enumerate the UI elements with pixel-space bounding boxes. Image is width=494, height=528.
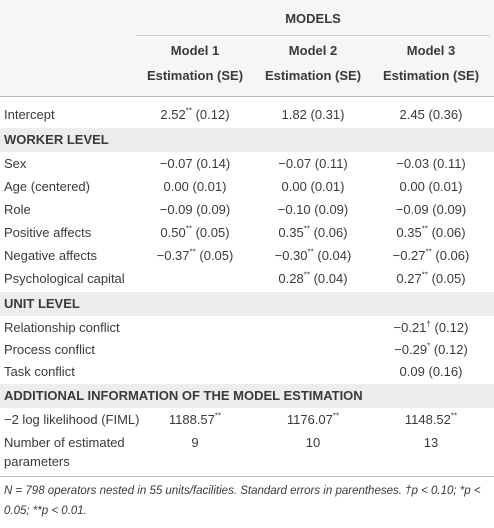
footnote-significance: †p < 0.10; *p < 0.05; **p < 0.01. [4, 485, 481, 517]
row-label: Positive affects [4, 225, 92, 240]
model-2-value: −0.10 (0.09) [277, 202, 349, 217]
row-label: Negative affects [4, 248, 97, 263]
row-label: Relationship conflict [4, 320, 120, 335]
model-3-value: 13 [423, 435, 439, 450]
model-2-value: −0.07 (0.11) [278, 156, 348, 171]
model-1-subheading: Estimation (SE) [146, 68, 244, 83]
model-2-value: 0.28** (0.04) [278, 270, 348, 286]
model-3-value: 0.09 (0.16) [399, 364, 463, 379]
section-unit-level [0, 292, 494, 316]
model-3-subheading: Estimation (SE) [382, 68, 480, 83]
row-label: Number of estimated [4, 435, 125, 450]
model-2-value: −0.30** (0.04) [274, 247, 352, 263]
models-header-row [0, 8, 494, 30]
table-row-params-cont [0, 451, 494, 473]
section-additional-info [0, 384, 494, 408]
model-2-heading: Model 2 [288, 43, 338, 58]
table-row [0, 361, 494, 383]
model-3-value: −0.09 (0.09) [395, 202, 467, 217]
table-row [0, 199, 494, 221]
model-3-value: −0.21† (0.12) [393, 319, 469, 335]
model-1-heading: Model 1 [170, 43, 220, 58]
row-label: Age (centered) [4, 179, 90, 194]
models-label: MODELS [285, 11, 341, 26]
model-3-value: −0.29* (0.12) [394, 341, 468, 357]
model-3-value: 0.00 (0.01) [399, 179, 463, 194]
model-2-subheading: Estimation (SE) [264, 68, 362, 83]
header-bottom-rule [0, 96, 494, 97]
model-2-value: 1176.07** [286, 411, 340, 427]
header-divider [136, 35, 490, 36]
model-3-value: 0.35** (0.06) [396, 224, 466, 240]
section-title: WORKER LEVEL [4, 132, 109, 147]
model-1-value: 1188.57** [168, 411, 222, 427]
model-1-value: 9 [191, 435, 199, 450]
table-row-intercept [0, 104, 494, 126]
section-title: ADDITIONAL INFORMATION OF THE MODEL ESTIMATION [4, 388, 363, 403]
model-3-heading: Model 3 [406, 43, 456, 58]
model-1-value: −0.37** (0.05) [156, 247, 234, 263]
row-label: Intercept [4, 107, 55, 122]
table-row-loglik [0, 409, 494, 431]
table-row [0, 245, 494, 267]
footnote-main: N = 798 operators nested in 55 units/facilities. Standard errors in parentheses. [4, 485, 402, 497]
model-2-value: 10 [305, 435, 321, 450]
section-title: UNIT LEVEL [4, 296, 80, 311]
row-label: Role [4, 202, 31, 217]
table-row [0, 317, 494, 339]
model-1-value: 0.00 (0.01) [163, 179, 227, 194]
row-label: −2 log likelihood (FIML) [4, 412, 140, 427]
table-bottom-rule [0, 476, 494, 477]
row-label: Sex [4, 156, 27, 171]
table-row [0, 339, 494, 361]
table-row [0, 268, 494, 290]
model-name-row [0, 40, 494, 62]
model-3-value: 1148.52** [404, 411, 458, 427]
model-3-value: −0.03 (0.11) [396, 156, 466, 171]
model-3-value: 0.27** (0.05) [396, 270, 466, 286]
model-2-value: 1.82 (0.31) [281, 107, 345, 122]
table-footnote [4, 481, 490, 521]
model-2-value: 0.00 (0.01) [281, 179, 345, 194]
model-1-value: 2.52** (0.12) [160, 106, 230, 122]
estimation-row [0, 65, 494, 87]
table-row [0, 153, 494, 175]
model-1-value: −0.09 (0.09) [159, 202, 231, 217]
model-1-value: 0.50** (0.05) [160, 224, 230, 240]
model-1-value: −0.07 (0.14) [159, 156, 231, 171]
section-worker-level [0, 128, 494, 152]
model-3-value: −0.27** (0.06) [392, 247, 470, 263]
row-label-continued: parameters [4, 454, 70, 469]
row-label: Process conflict [4, 342, 96, 357]
row-label: Psychological capital [4, 271, 125, 286]
row-label: Task conflict [4, 364, 75, 379]
table-row [0, 176, 494, 198]
table-row [0, 222, 494, 244]
model-3-value: 2.45 (0.36) [399, 107, 463, 122]
model-2-value: 0.35** (0.06) [278, 224, 348, 240]
